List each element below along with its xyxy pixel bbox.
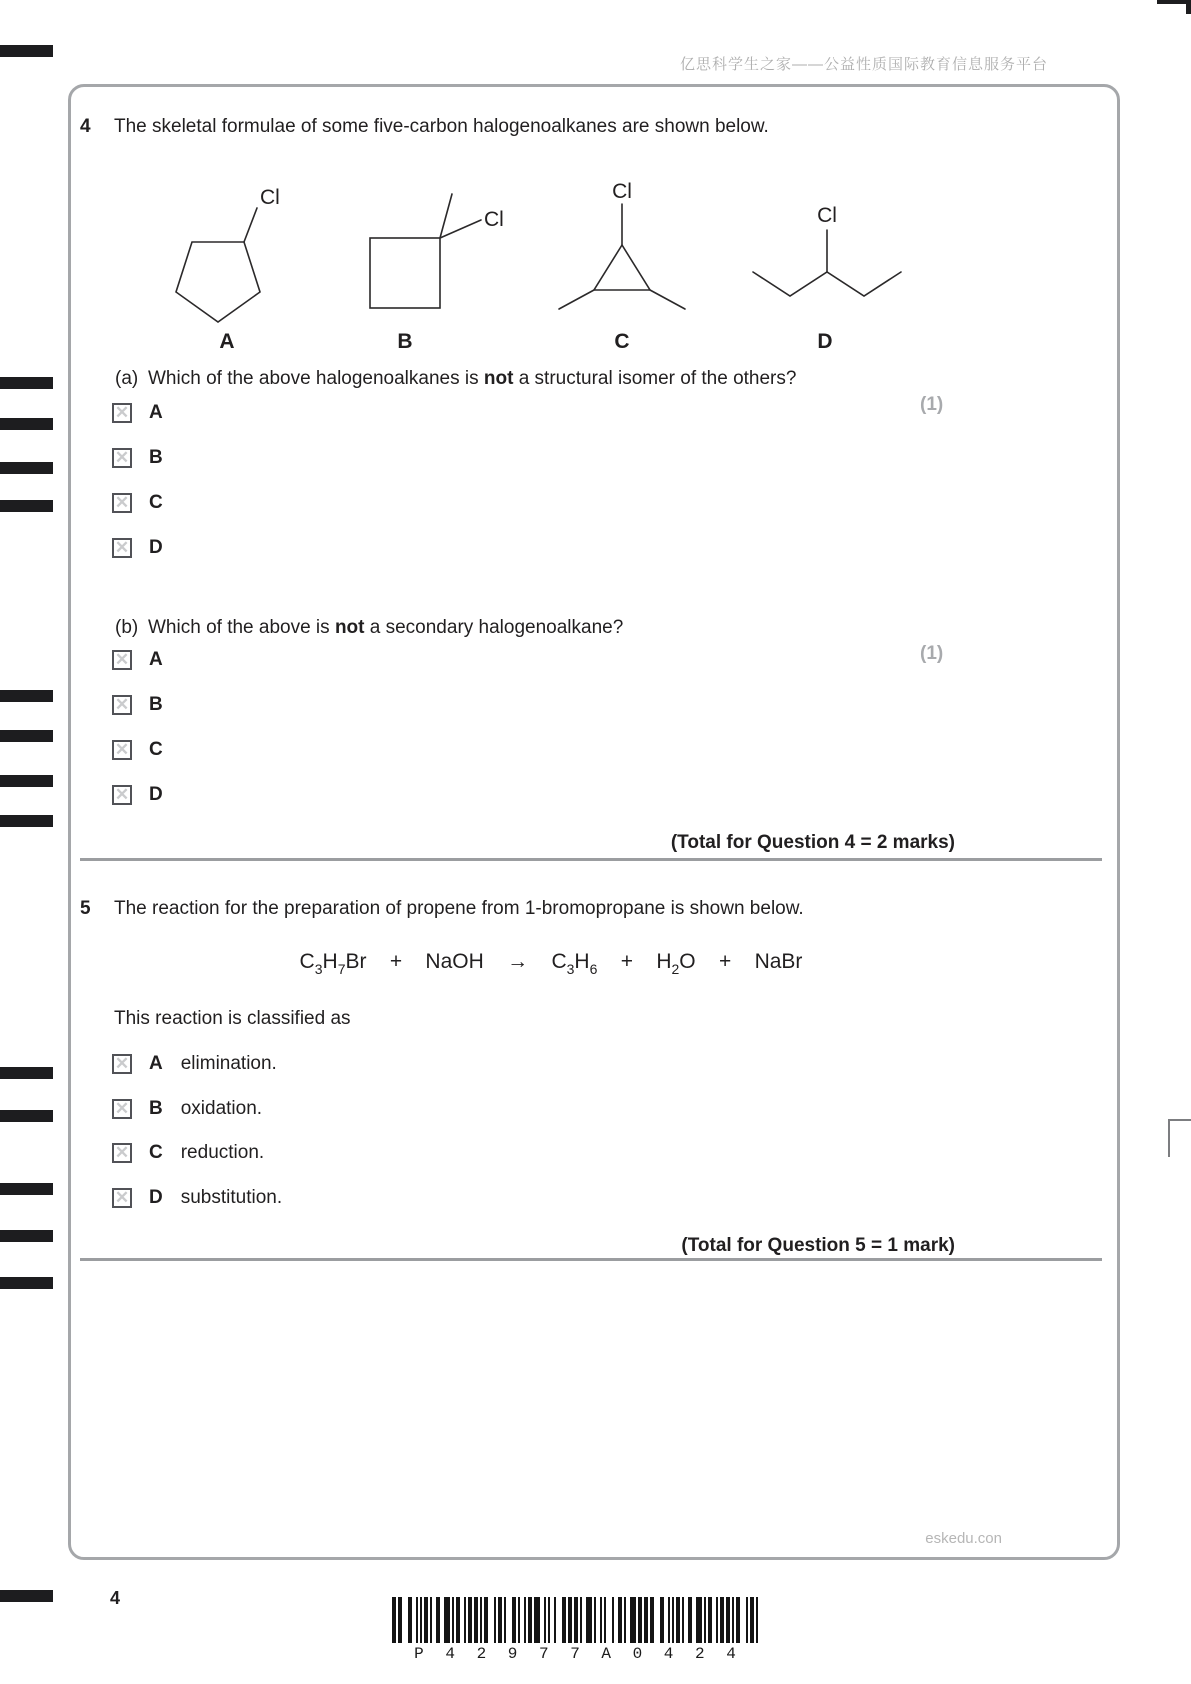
binding-mark: [0, 1067, 53, 1079]
part-a-prefix: (a): [115, 368, 139, 389]
q4a-option-row-D: [112, 536, 163, 560]
binding-mark: [0, 775, 53, 787]
cross-icon: ✕: [114, 785, 130, 804]
cross-icon: ✕: [114, 695, 130, 714]
option-letter: A: [149, 1053, 163, 1074]
option-letter: D: [149, 784, 163, 805]
q4b-checkbox-D[interactable]: [112, 785, 132, 805]
binding-mark: [0, 690, 53, 702]
question-5-total: (Total for Question 5 = 1 mark): [681, 1235, 955, 1256]
question-4-total: (Total for Question 4 = 2 marks): [670, 832, 955, 853]
option-letter: C: [149, 1142, 163, 1163]
structure-a-chlorocyclopentane: [176, 186, 280, 322]
binding-mark: [0, 45, 53, 57]
binding-mark: [0, 462, 53, 474]
q5-option-row-A: [112, 1052, 277, 1076]
brand-header: 亿思科学生之家——公益性质国际教育信息服务平台: [679, 56, 1048, 73]
part-a-marks: (1): [920, 394, 944, 415]
binding-mark: [0, 1230, 53, 1242]
cross-icon: ✕: [114, 1188, 130, 1207]
cross-icon: ✕: [114, 448, 130, 467]
q4a-checkbox-A[interactable]: [112, 403, 132, 423]
option-letter: C: [149, 492, 163, 513]
q4a-checkbox-D[interactable]: [112, 538, 132, 558]
option-letter: D: [149, 1187, 163, 1208]
chlorine-label: Cl: [817, 204, 837, 227]
binding-mark: [0, 730, 53, 742]
option-text: oxidation.: [180, 1098, 263, 1119]
q4b-option-row-D: [112, 783, 163, 807]
q4a-option-row-B: [112, 446, 163, 470]
q5-checkbox-A[interactable]: [112, 1054, 132, 1074]
fold-mark: [1168, 1119, 1170, 1157]
structure-d-chloropentane: [753, 204, 901, 296]
cross-icon: ✕: [114, 538, 130, 557]
emphasis-not: not: [334, 617, 365, 638]
binding-mark: [0, 500, 53, 512]
cross-icon: ✕: [114, 740, 130, 759]
structure-label-d: D: [817, 330, 833, 353]
q4b-checkbox-A[interactable]: [112, 650, 132, 670]
option-letter: C: [149, 739, 163, 760]
q4b-option-row-B: [112, 693, 163, 717]
q4b-checkbox-B[interactable]: [112, 695, 132, 715]
chlorine-label: Cl: [612, 180, 632, 203]
binding-mark: [0, 1590, 53, 1602]
binding-mark: [0, 377, 53, 389]
q4b-option-row-A: [112, 648, 163, 672]
structure-b-chloromethylcyclobutane: [370, 194, 504, 308]
question-number: 5: [80, 898, 91, 919]
question-stem: The skeletal formulae of some five-carbon halogenoalkanes are shown below.: [114, 116, 769, 137]
option-letter: B: [149, 1098, 163, 1119]
part-b-question: Which of the above is not a secondary halogenoalkane?: [148, 617, 624, 638]
question-5-head: [80, 897, 1040, 921]
part-b-marks: (1): [920, 643, 944, 664]
classification-intro: This reaction is classified as: [114, 1008, 351, 1029]
option-text: substitution.: [180, 1187, 283, 1208]
cross-icon: ✕: [114, 403, 130, 422]
cross-icon: ✕: [114, 1143, 130, 1162]
cross-icon: ✕: [114, 493, 130, 512]
option-text: reduction.: [180, 1142, 265, 1163]
option-letter: A: [149, 402, 163, 423]
q4a-option-row-A: [112, 401, 163, 425]
chlorine-label: Cl: [260, 186, 280, 209]
page-number: 4: [110, 1588, 121, 1608]
binding-mark: [0, 418, 53, 430]
q4a-checkbox-C[interactable]: [112, 493, 132, 513]
option-text: elimination.: [180, 1053, 277, 1074]
option-letter: A: [149, 649, 163, 670]
crop-mark: [1186, 0, 1191, 14]
structure-label-c: C: [614, 330, 630, 353]
q4b-checkbox-C[interactable]: [112, 740, 132, 760]
divider: [80, 1258, 1102, 1261]
binding-mark: [0, 1183, 53, 1195]
part-a-question: Which of the above halogenoalkanes is not a structural isomer of the others?: [148, 368, 797, 389]
question-number: 4: [80, 116, 91, 137]
option-letter: B: [149, 447, 163, 468]
barcode-bars: [392, 1597, 764, 1643]
q4a-option-row-C: [112, 491, 163, 515]
cross-icon: ✕: [114, 1099, 130, 1118]
binding-mark: [0, 1277, 53, 1289]
cross-icon: ✕: [114, 1054, 130, 1073]
q4a-checkbox-B[interactable]: [112, 448, 132, 468]
question-4-head: [80, 115, 1040, 139]
barcode: [388, 1597, 768, 1663]
structure-c-chlorodimethylcyclopropane: [559, 180, 685, 309]
binding-mark: [0, 1110, 53, 1122]
cross-icon: ✕: [114, 650, 130, 669]
q5-option-row-B: [112, 1097, 262, 1121]
q5-option-row-C: [112, 1141, 264, 1165]
q5-checkbox-D[interactable]: [112, 1188, 132, 1208]
watermark: eskedu.con: [925, 1530, 1002, 1547]
binding-mark: [0, 815, 53, 827]
structure-label-b: B: [397, 330, 413, 353]
q4b-option-row-C: [112, 738, 163, 762]
fold-mark: [1168, 1119, 1191, 1121]
reaction-equation: $C_3H_7Br$ + NaOH → $C_3H_6$ + $H_2O$ + NaBr: [299, 950, 803, 977]
structure-label-a: A: [219, 330, 235, 353]
divider: [80, 858, 1102, 861]
option-letter: D: [149, 537, 163, 558]
emphasis-not: not: [483, 368, 514, 389]
part-b-prefix: (b): [115, 617, 139, 638]
question-stem: The reaction for the preparation of propene from 1-bromopropane is shown below.: [114, 898, 804, 919]
barcode-text: P 4 2 9 7 7 A 0 4 2 4: [414, 1645, 742, 1663]
option-letter: B: [149, 694, 163, 715]
q5-option-row-D: [112, 1186, 282, 1210]
q5-checkbox-C[interactable]: [112, 1143, 132, 1163]
q5-checkbox-B[interactable]: [112, 1099, 132, 1119]
chlorine-label: Cl: [484, 208, 504, 231]
